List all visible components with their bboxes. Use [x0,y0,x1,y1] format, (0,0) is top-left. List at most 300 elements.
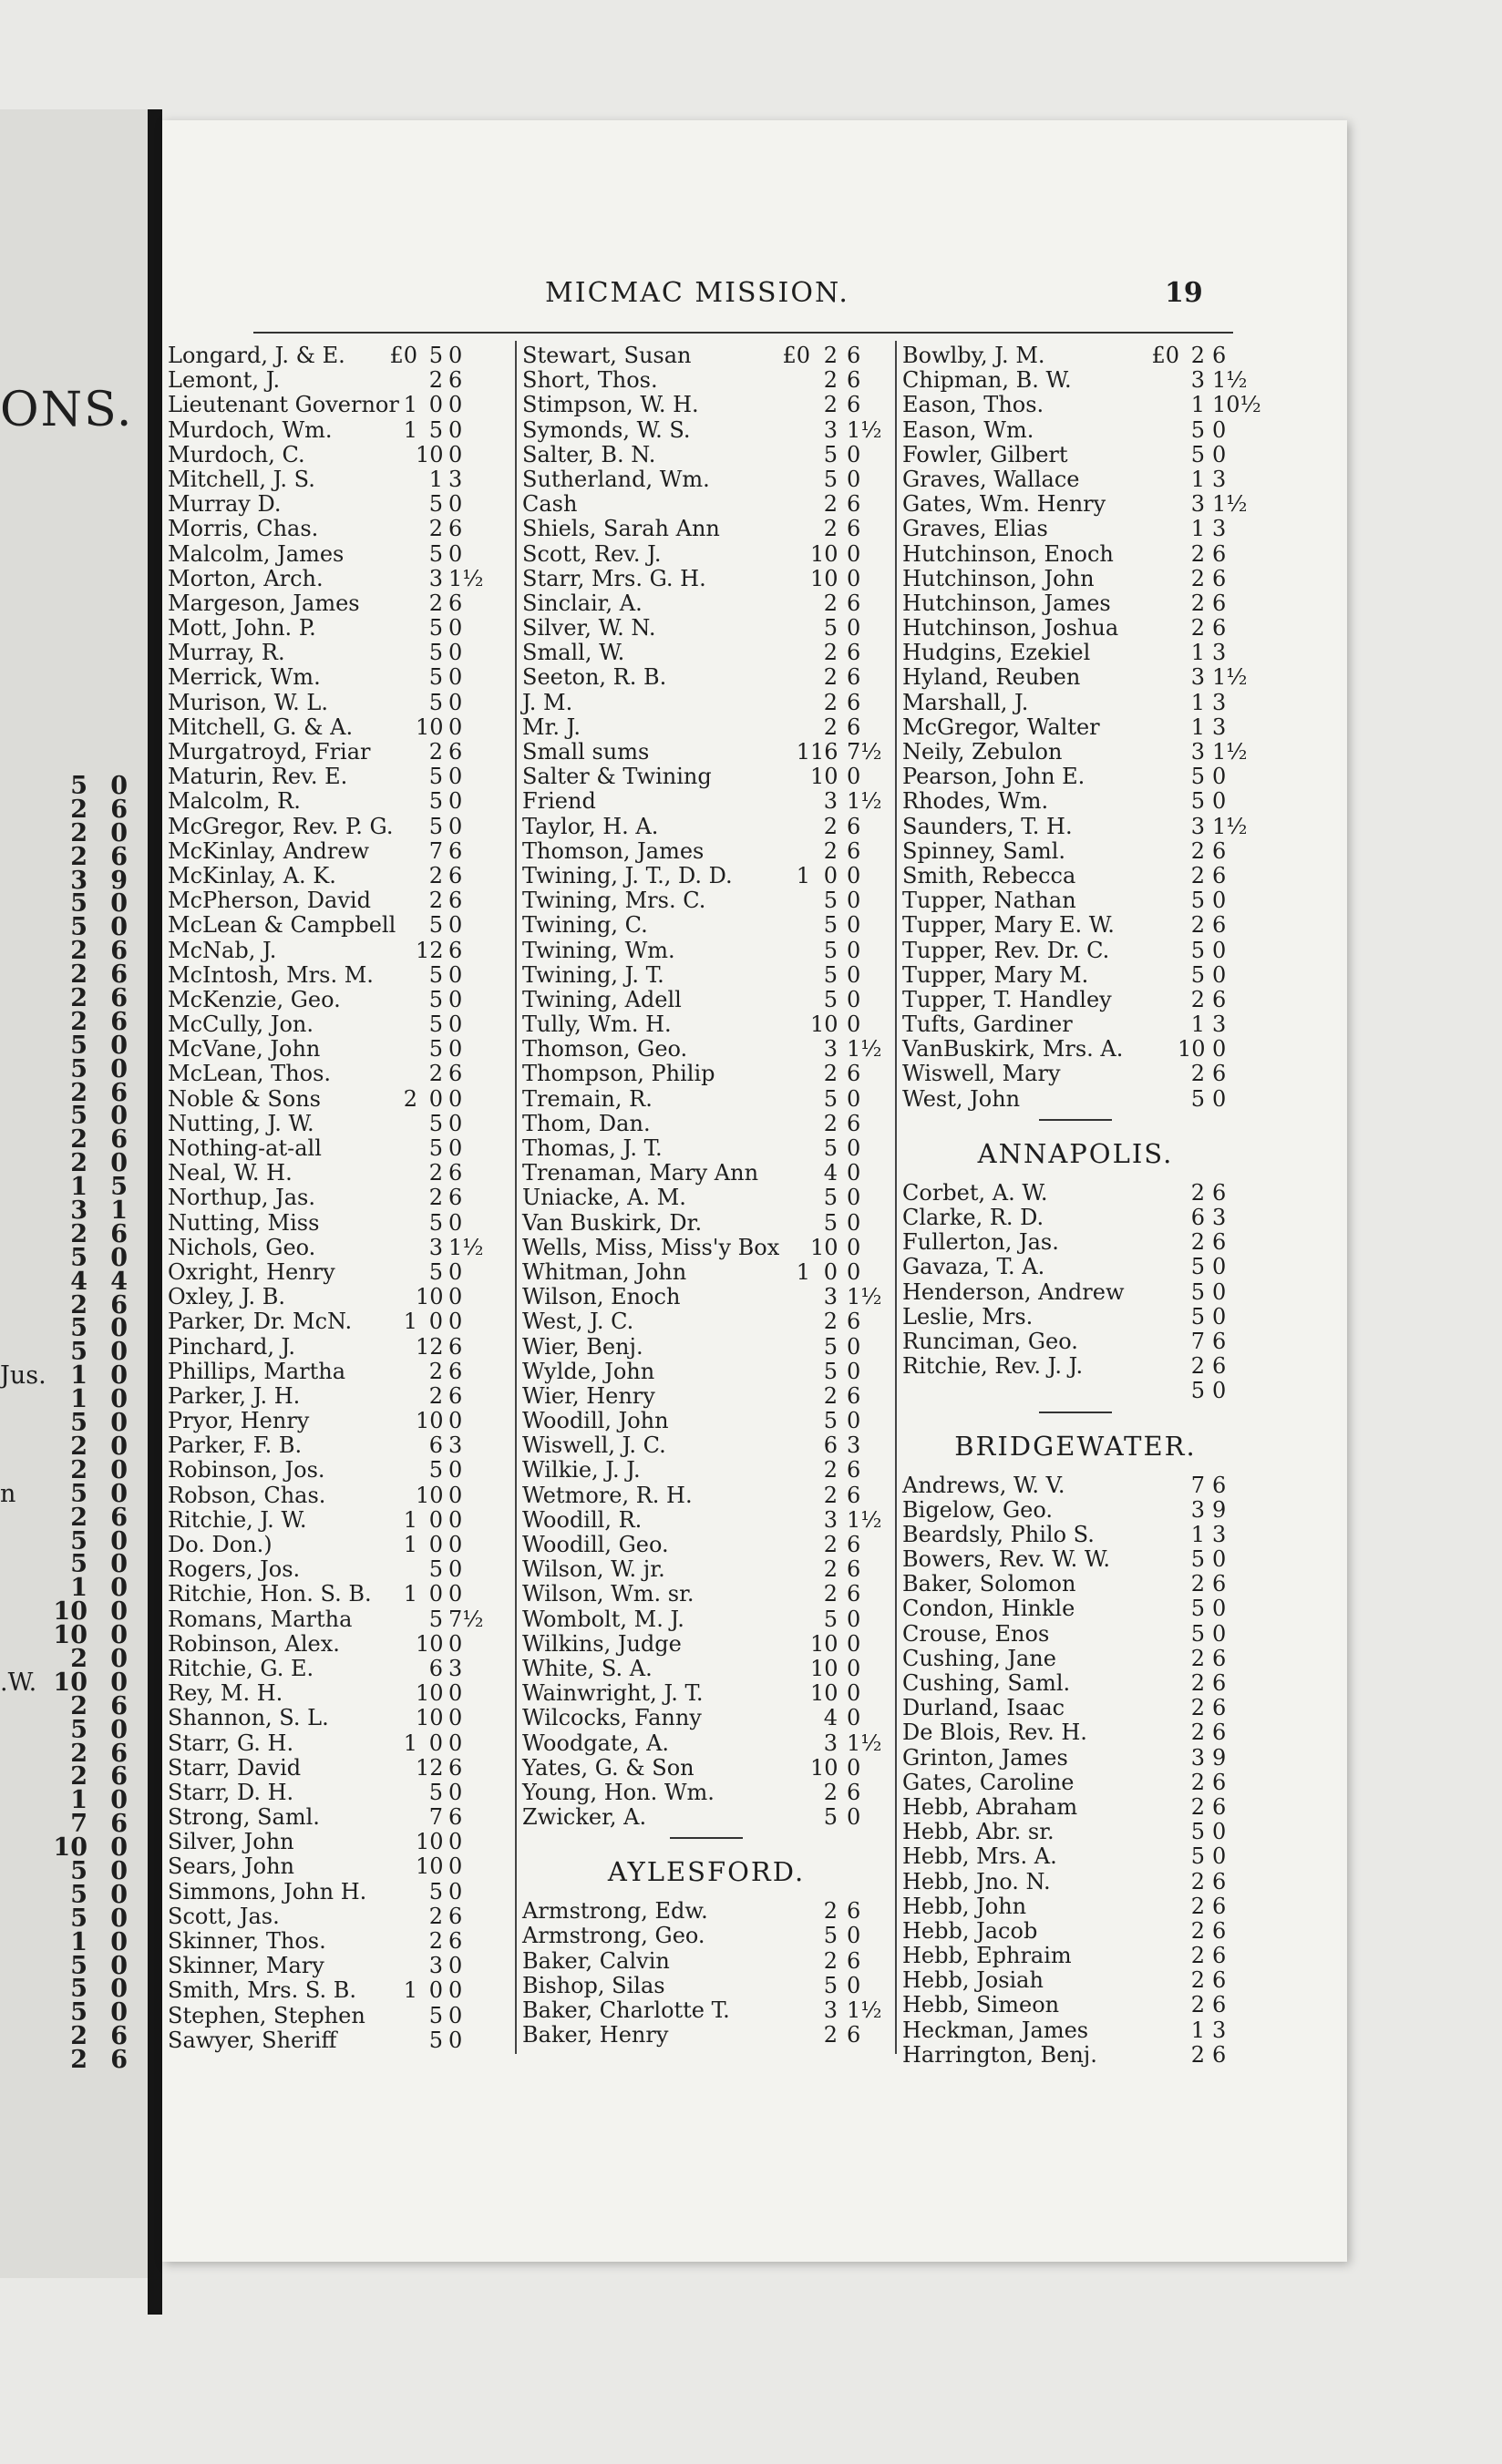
subscriber-row [522,517,890,541]
shillings: 5 [428,1036,443,1063]
left-page-row [0,1432,153,1461]
subscriber-name: Hebb, Mrs. A. [902,1843,1057,1870]
subscriber-name: McKinlay, Andrew [168,837,370,864]
left-page-shillings: 5 [70,1054,87,1083]
left-page-pence: 0 [110,772,128,800]
subscriber-name: Saunders, T. H. [902,813,1073,839]
subscriber-name: Leslie, Mrs. [902,1303,1034,1330]
shillings: 5 [428,689,443,715]
subscriber-row [168,1805,510,1830]
pence: 6 [847,491,861,518]
subscriber-name: Tupper, Nathan [902,888,1076,914]
pounds: £0 [1151,343,1179,368]
subscriber-row [522,1508,890,1533]
shillings: 5 [428,1209,443,1236]
subscriber-name: Woodill, Geo. [522,1532,669,1557]
subscriber-row [902,1473,1249,1498]
pence: 9 [1212,1496,1227,1523]
left-page-row [0,1007,153,1036]
left-page-pence: 0 [110,1031,128,1060]
left-page-pence: 0 [110,1361,128,1391]
subscriber-row [522,1037,890,1062]
subscriber-name: Starr, Mrs. G. H. [522,565,706,591]
shillings: 5 [823,937,838,963]
left-page-shillings: 2 [70,1691,87,1720]
pence: 6 [448,888,463,914]
pence: 6 [847,590,861,616]
left-page-shillings: 10 [53,1668,87,1697]
subscriber-name: Twining, Mrs. C. [522,888,706,914]
left-page-shillings: 2 [70,1219,87,1248]
subscriber-row [522,765,890,789]
subscriber-row [902,1968,1249,1993]
subscriber-row [522,1409,890,1433]
subscriber-row [902,1181,1249,1206]
subscriber-name: McIntosh, Mrs. M. [168,961,374,988]
subscriber-row [168,1781,510,1805]
subscriber-row [522,1998,890,2023]
section-heading: BRIDGEWATER. [954,1430,1197,1462]
shillings: 12 [416,1333,444,1360]
shillings: 16 [810,739,838,765]
pounds: 1 [403,1532,417,1557]
subscriber-name: Silver, John [168,1829,294,1855]
shillings: 2 [428,590,443,616]
subscriber-row [902,1062,1249,1086]
left-page-shillings: 5 [70,913,87,942]
subscriber-row [522,1161,890,1186]
left-page-shillings: 5 [70,1951,87,1980]
left-page-pence: 0 [110,1054,128,1083]
shillings: 2 [1190,1061,1205,1087]
pence: 0 [448,1036,463,1063]
subscriber-row [168,1607,510,1632]
shillings: 10 [416,1829,444,1855]
pence: 7½ [448,1606,484,1632]
subscriber-row [168,517,510,541]
left-page-row [0,1267,153,1296]
pence: 0 [847,1408,861,1434]
pence: 9 [1212,1744,1227,1771]
shillings: 1 [1190,2017,1205,2043]
subscriber-row [902,715,1249,740]
subscriber-row [168,1211,510,1236]
subscriber-name: Oxright, Henry [168,1258,335,1285]
pence: 0 [847,1705,861,1731]
shillings: 3 [428,565,443,591]
subscriber-name: Graves, Elias [902,516,1048,542]
shillings: 2 [1190,590,1205,616]
subscriber-name: Northup, Jas. [168,1185,315,1211]
shillings: 2 [1190,565,1205,591]
shillings: 10 [1178,1036,1206,1063]
pence: 6 [1212,1571,1227,1597]
subscriber-row [902,1894,1249,1919]
subscriber-row [522,1433,890,1458]
pence: 0 [847,540,861,567]
left-page-pence: 6 [110,2022,128,2051]
shillings: 7 [1190,1328,1205,1354]
left-page-pence: 0 [110,1149,128,1178]
left-page-row [0,1479,153,1508]
shillings: 10 [810,1011,838,1038]
shillings: 2 [1190,1353,1205,1380]
subscriber-row [168,1657,510,1681]
left-page-shillings: 5 [70,1479,87,1508]
subscriber-name: Condon, Hinkle [902,1596,1075,1622]
subscriber-name: Robson, Chas. [168,1482,326,1508]
subscriber-row [902,815,1249,839]
subscriber-name: Mitchell, G. & A. [168,714,354,740]
subscriber-row [522,1557,890,1582]
subscriber-row [168,1929,510,1954]
pence: 0 [448,1705,463,1731]
left-page-pence: 6 [110,1125,128,1155]
subscriber-row [522,1632,890,1657]
shillings: 5 [428,1878,443,1904]
pence: 6 [1212,862,1227,888]
shillings: 1 [1190,516,1205,542]
subscriber-name: Fullerton, Jas. [902,1229,1059,1256]
pence: 6 [847,1556,861,1583]
subscriber-row [902,1944,1249,1968]
subscriber-name: Pearson, John E. [902,764,1085,790]
subscriber-row [168,765,510,789]
pence: 6 [847,392,861,418]
pence: 0 [847,1185,861,1211]
subscriber-name: Symonds, W. S. [522,416,691,443]
subscriber-name: Hebb, Abr. sr. [902,1819,1054,1845]
pence: 0 [448,1258,463,1285]
subscriber-name: McLean & Campbell [168,912,396,939]
subscriber-name: Small sums [522,739,650,765]
pence: 3 [1212,466,1227,492]
subscriber-name: Sutherland, Wm. [522,466,710,492]
shillings: 2 [1190,1571,1205,1597]
shillings: 0 [428,1581,443,1607]
left-page-pence: 0 [110,1102,128,1131]
shillings: 5 [428,1457,443,1484]
subscriber-name: McKenzie, Geo. [168,986,341,1012]
left-page-row [0,1243,153,1272]
subscriber-row [168,1508,510,1533]
pence: 0 [448,1730,463,1756]
subscriber-row [168,2028,510,2053]
left-page-pence: 6 [110,937,128,966]
left-page-shillings: 5 [70,1409,87,1438]
shillings: 5 [428,640,443,666]
subscriber-name: Baker, Solomon [902,1571,1076,1597]
pence: 6 [1212,1793,1227,1820]
subscriber-name: Fowler, Gilbert [902,441,1068,467]
shillings: 5 [1190,1819,1205,1845]
subscriber-row [168,665,510,690]
shillings: 2 [823,1382,838,1409]
left-page-shillings: 3 [70,1196,87,1226]
subscriber-name: Armstrong, Edw. [522,1898,708,1925]
pence: 6 [847,1947,861,1974]
subscriber-row [522,740,890,765]
shillings: 5 [823,441,838,467]
shillings: 0 [428,1977,443,2004]
shillings: 4 [823,1705,838,1731]
subscriber-row [522,2023,890,2048]
pence: 0 [1212,1819,1227,1845]
subscriber-name: Cash [522,491,578,518]
shillings: 3 [823,788,838,815]
subscriber-row [902,1647,1249,1671]
pence: 3 [448,1655,463,1681]
subscriber-row [522,344,890,368]
left-page-pence: 0 [110,1432,128,1461]
pence: 0 [448,540,463,567]
subscriber-row [168,1557,510,1582]
shillings: 6 [823,1432,838,1459]
shillings: 2 [428,1160,443,1186]
pence: 0 [1212,1596,1227,1622]
subscriber-name: Armstrong, Geo. [522,1923,705,1949]
shillings: 3 [823,416,838,443]
subscriber-name: Wilson, Wm. sr. [522,1581,694,1607]
subscriber-row [168,1360,510,1384]
shillings: 5 [1190,1303,1205,1330]
shillings: 2 [1190,1893,1205,1919]
subscriber-name: McGregor, Rev. P. G. [168,813,394,839]
shillings: 3 [823,1036,838,1063]
pence: 0 [847,888,861,914]
shillings: 1 [1190,689,1205,715]
subscriber-row [168,393,510,417]
subscriber-name: Hebb, Ephraim [902,1943,1072,1969]
shillings: 5 [823,1606,838,1632]
subscriber-name: Yates, G. & Son [522,1754,694,1781]
left-page-row-text: Jus. [0,1361,46,1391]
left-page-shillings: 2 [70,1762,87,1792]
shillings: 2 [823,1898,838,1925]
subscriber-row [902,616,1249,641]
subscriber-row [168,740,510,765]
left-page-shillings: 2 [70,2022,87,2051]
pence: 0 [1212,1036,1227,1063]
shillings: 5 [428,764,443,790]
pence: 6 [1212,1967,1227,1994]
pounds: 1 [403,392,417,418]
left-page-shillings: 2 [70,818,87,847]
subscriber-name: McPherson, David [168,888,371,914]
subscriber-row [168,691,510,715]
pence: 0 [448,1011,463,1038]
pence: 6 [847,640,861,666]
subscriber-row [168,1880,510,1904]
subscriber-row [522,567,890,591]
pence: 6 [847,837,861,864]
shillings: 2 [428,367,443,394]
subscriber-name: Andrews, W. V. [902,1472,1065,1498]
subscriber-name: Nutting, Miss [168,1209,320,1236]
pence: 0 [1212,788,1227,815]
subscriber-row [522,1285,890,1309]
shillings: 3 [823,1284,838,1310]
pence: 0 [1212,1254,1227,1280]
shillings: 3 [1190,739,1205,765]
left-page-pence: 0 [110,1574,128,1603]
subscriber-row [168,567,510,591]
shillings: 2 [823,837,838,864]
subscriber-name: Thompson, Philip [522,1061,715,1087]
left-page-shillings: 2 [70,842,87,871]
pence: 3 [1212,640,1227,666]
left-page-row [0,1856,153,1885]
subscriber-name: Wilson, W. jr. [522,1556,665,1583]
pence: 6 [847,516,861,542]
pence: 0 [847,1333,861,1360]
subscriber-name: Chipman, B. W. [902,367,1072,394]
subscriber-name: Do. Don.) [168,1532,273,1557]
subscriber-row [902,492,1249,517]
pounds: 1 [403,1506,417,1533]
subscriber-name: McGregor, Walter [902,714,1100,740]
left-page-shillings: 7 [70,1810,87,1839]
subscriber-name: Baker, Charlotte T. [522,1997,730,2023]
pence: 0 [448,813,463,839]
subscriber-name: Strong, Saml. [168,1804,320,1831]
shillings: 10 [416,1680,444,1707]
left-page-row [0,1031,153,1060]
subscriber-name: Oxley, J. B. [168,1284,285,1310]
left-page-pence: 6 [110,842,128,871]
shillings: 5 [823,912,838,939]
subscriber-row [522,888,890,913]
subscriber-row [902,765,1249,789]
subscriber-name: Hebb, Jacob [902,1917,1038,1944]
subscriber-row [902,939,1249,963]
pence: 0 [448,1209,463,1236]
shillings: 2 [1190,912,1205,939]
pence: 0 [847,1160,861,1186]
left-page-row [0,795,153,824]
subscriber-row [902,368,1249,393]
subscriber-name: Spinney, Saml. [902,837,1066,864]
pence: 0 [448,1482,463,1508]
shillings: 5 [1190,888,1205,914]
subscriber-name: Small, W. [522,640,625,666]
shillings: 10 [416,714,444,740]
pence: 0 [448,441,463,467]
subscriber-row [902,1746,1249,1771]
left-page-pence: 0 [110,1856,128,1885]
subscriber-row [168,1136,510,1161]
pence: 6 [847,1457,861,1484]
pence: 7½ [847,739,882,765]
subscriber-name: Starr, D. H. [168,1779,294,1805]
shillings: 5 [428,416,443,443]
left-page-pence: 0 [110,1833,128,1863]
pence: 10½ [1212,392,1261,418]
shillings: 3 [1190,664,1205,691]
shillings: 2 [428,739,443,765]
subscriber-name: Wilson, Enoch [522,1284,681,1310]
subscriber-row [522,1974,890,1998]
column-1 [168,344,510,2053]
subscriber-name: Tupper, Mary M. [902,961,1089,988]
left-page-shillings: 1 [70,1173,87,1202]
left-page-shillings: 4 [70,1267,87,1296]
subscriber-row [902,913,1249,938]
shillings: 2 [428,1358,443,1384]
left-page-pence: 6 [110,2046,128,2075]
shillings: 2 [1190,1720,1205,1746]
pence: 3 [1212,689,1227,715]
subscriber-name: West, J. C. [522,1309,634,1335]
subscriber-row [168,1706,510,1730]
subscriber-row [902,740,1249,765]
subscriber-name: Gates, Caroline [902,1769,1075,1795]
left-page-shillings: 5 [70,1338,87,1367]
subscriber-row [168,888,510,913]
left-page-shillings: 2 [70,1739,87,1768]
pounds: 1 [403,1977,417,2004]
subscriber-name: Ritchie, J. W. [168,1506,307,1533]
subscriber-row [168,1681,510,1706]
subscriber-name: Noble & Sons [168,1085,321,1112]
shillings: 2 [823,689,838,715]
subscriber-name: Durland, Isaac [902,1695,1065,1721]
subscriber-name: Twining, Adell [522,986,682,1012]
subscriber-row [902,567,1249,591]
subscriber-row [168,1335,510,1360]
shillings: 2 [1190,2041,1205,2068]
pence: 0 [1212,937,1227,963]
shillings: 5 [823,1333,838,1360]
pence: 0 [1212,888,1227,914]
shillings: 10 [810,764,838,790]
subscriber-name: Murdoch, Wm. [168,416,333,443]
pence: 6 [448,739,463,765]
subscriber-row [168,988,510,1012]
shillings: 0 [428,1309,443,1335]
shillings: 2 [823,1779,838,1805]
pence: 6 [448,516,463,542]
subscriber-row [522,864,890,888]
subscriber-row [168,467,510,492]
left-page-shillings: 5 [70,1998,87,2028]
subscriber-row [168,1458,510,1483]
pence: 6 [448,1358,463,1384]
subscriber-row [522,988,890,1012]
subscriber-name: Murray, R. [168,640,285,666]
subscriber-row [522,1756,890,1781]
left-page-shillings: 1 [70,1361,87,1391]
shillings: 0 [428,1085,443,1112]
left-page-pence: 5 [110,1173,128,1202]
subscriber-name: Harrington, Benj. [902,2041,1097,2068]
subscriber-name: Hebb, Simeon [902,1992,1060,2018]
left-page-pence: 6 [110,1762,128,1792]
subscriber-row [168,591,510,616]
left-page-row [0,2046,153,2075]
subscriber-row [168,1409,510,1433]
pence: 3 [1212,1011,1227,1038]
left-page-pence: 0 [110,1385,128,1414]
subscriber-row [902,665,1249,690]
subscriber-row [522,1484,890,1508]
left-page-row [0,1904,153,1933]
subscriber-row [902,517,1249,541]
left-page-row [0,1644,153,1673]
left-page-pence: 0 [110,1314,128,1343]
pence: 1½ [1212,367,1248,394]
pence: 1½ [847,1284,882,1310]
